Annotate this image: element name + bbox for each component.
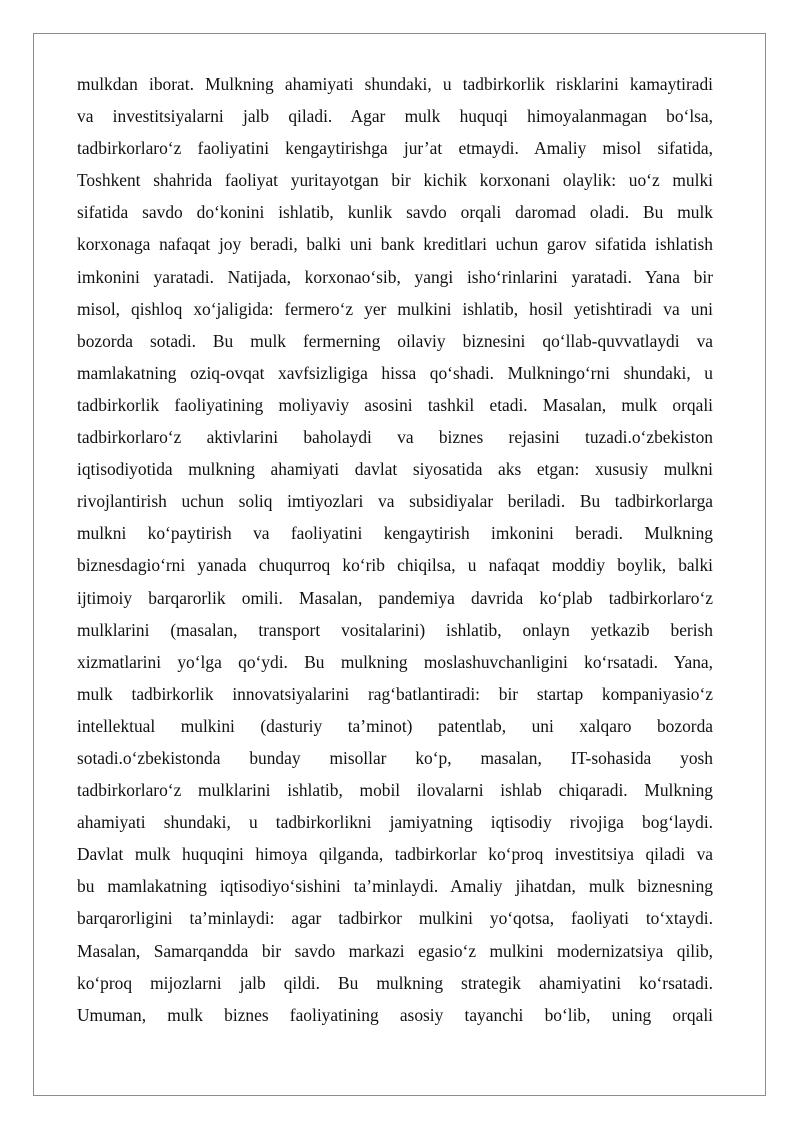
text-line: rivojlantirish uchun soliq imtiyozlari va subsidiyalar beriladi. Bu tadbirkorlarga [77, 491, 713, 512]
text-line: imkonini yaratadi. Natijada, korxonao‘sib, yangi isho‘rinlarini yaratadi. Yana bir [77, 266, 713, 287]
text-line: iqtisodiyotida mulkning ahamiyati davlat siyosatida aks etgan: xususiy mulkni [77, 459, 713, 480]
text-line: xizmatlarini yo‘lga qo‘ydi. Bu mulkning moslashuvchanligini ko‘rsatadi. Yana, [77, 651, 713, 672]
text-line: biznesdagio‘rni yanada chuqurroq ko‘rib chiqilsa, u nafaqat moddiy boylik, balki [77, 555, 713, 576]
text-line: tadbirkorlaro‘z faoliyatini kengaytirishga jur’at etmaydi. Amaliy misol sifatida, [77, 138, 713, 159]
text-line: korxonaga nafaqat joy beradi, balki uni bank kreditlari uchun garov sifatida ishlatish [77, 234, 713, 255]
text-line: bozorda sotadi. Bu mulk fermerning oilaviy biznesini qo‘llab-quvvatlaydi va [77, 330, 713, 351]
document-body-text [77, 68, 713, 1031]
text-line: Masalan, Samarqandda bir savdo markazi egasio‘z mulkini modernizatsiya qilib, [77, 940, 713, 961]
text-line: ko‘proq mijozlarni jalb qildi. Bu mulkning strategik ahamiyatini ko‘rsatadi. [77, 972, 713, 993]
text-line: tadbirkorlaro‘z mulklarini ishlatib, mobil ilovalarni ishlab chiqaradi. Mulkning [77, 780, 713, 801]
text-line: sifatida savdo do‘konini ishlatib, kunlik savdo orqali daromad oladi. Bu mulk [77, 202, 713, 223]
text-line: tadbirkorlaro‘z aktivlarini baholaydi va biznes rejasini tuzadi.o‘zbekiston [77, 427, 713, 448]
text-line: ijtimoiy barqarorlik omili. Masalan, pandemiya davrida ko‘plab tadbirkorlaro‘z [77, 587, 713, 608]
text-line: Davlat mulk huquqini himoya qilganda, tadbirkorlar ko‘proq investitsiya qiladi va [77, 844, 713, 865]
text-line: mulkni ko‘paytirish va faoliyatini kengaytirish imkonini beradi. Mulkning [77, 523, 713, 544]
text-line: mulk tadbirkorlik innovatsiyalarini rag‘batlantiradi: bir startap kompaniyasio‘z [77, 683, 713, 704]
text-line: bu mamlakatning iqtisodiyo‘sishini ta’minlaydi. Amaliy jihatdan, mulk biznesning [77, 876, 713, 897]
text-line: barqarorligini ta’minlaydi: agar tadbirkor mulkini yo‘qotsa, faoliyati to‘xtaydi. [77, 908, 713, 929]
text-line: Umuman, mulk biznes faoliyatining asosiy tayanchi bo‘lib, uning orqali [77, 1004, 713, 1025]
text-line: tadbirkorlik faoliyatining moliyaviy asosini tashkil etadi. Masalan, mulk orqali [77, 394, 713, 415]
text-line: mulkdan iborat. Mulkning ahamiyati shundaki, u tadbirkorlik risklarini kamaytiradi [77, 74, 713, 94]
text-line: sotadi.o‘zbekistonda bunday misollar ko‘p, masalan, IT-sohasida yosh [77, 747, 713, 768]
text-line: Toshkent shahrida faoliyat yuritayotgan bir kichik korxonani olaylik: uo‘z mulki [77, 170, 713, 191]
text-line: misol, qishloq xo‘jaligida: fermero‘z yer mulkini ishlatib, hosil yetishtiradi va uni [77, 298, 713, 319]
text-line: intellektual mulkini (dasturiy ta’minot) patentlab, uni xalqaro bozorda [77, 715, 713, 736]
text-line: ahamiyati shundaki, u tadbirkorlikni jamiyatning iqtisodiy rivojiga bog‘laydi. [77, 812, 713, 833]
text-line: mulklarini (masalan, transport vositalarini) ishlatib, onlayn yetkazib berish [77, 619, 713, 640]
text-line: va investitsiyalarni jalb qiladi. Agar mulk huquqi himoyalanmagan bo‘lsa, [77, 106, 713, 127]
text-line: mamlakatning oziq-ovqat xavfsizligiga hissa qo‘shadi. Mulkningo‘rni shundaki, u [77, 362, 713, 383]
